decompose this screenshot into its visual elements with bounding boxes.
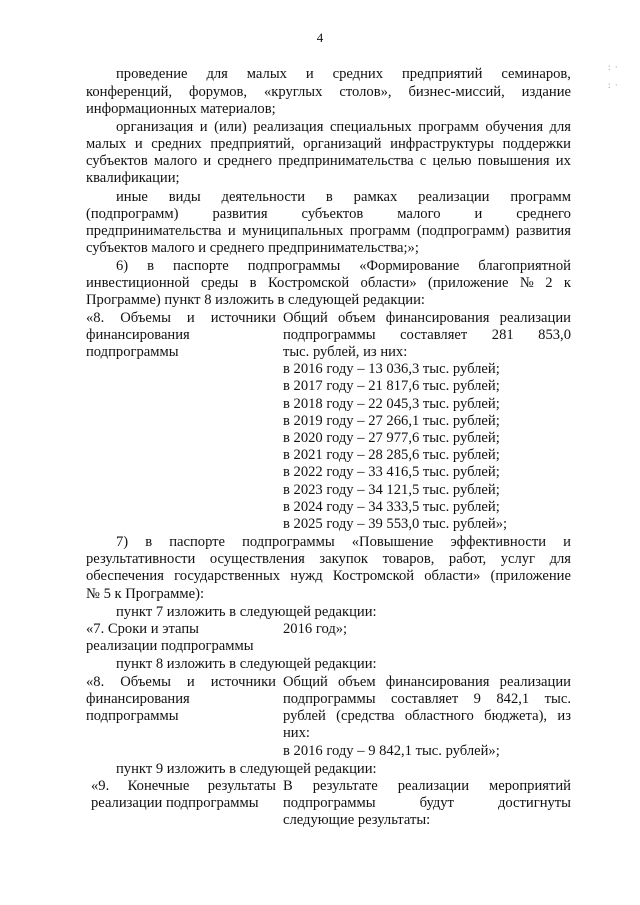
word: 6) (116, 258, 129, 274)
word: издание (521, 84, 571, 100)
table-value-line (283, 778, 571, 795)
word: столов», (339, 84, 392, 100)
word: подпрограммы (242, 534, 335, 550)
word: бюджета), (484, 708, 548, 724)
paragraph-line (116, 119, 571, 136)
word: предприятий (401, 66, 483, 82)
word: (подпрограмм) (86, 206, 179, 222)
word: средних (332, 66, 384, 82)
table-label-line: подпрограммы (86, 344, 179, 360)
word: и (474, 206, 483, 222)
word: к (563, 275, 571, 291)
paragraph-line (86, 275, 571, 292)
table-value-line: следующие результаты: (283, 812, 431, 828)
paragraph-line (86, 153, 571, 170)
word: развития (212, 206, 268, 222)
paragraph-line (86, 551, 571, 568)
paragraph-line (86, 136, 571, 153)
table-label-line (86, 310, 276, 327)
word: осуществления (209, 551, 305, 567)
word: муниципальных (242, 223, 344, 239)
paragraph-line (116, 66, 571, 83)
item-heading: пункт 8 изложить в следующей редакции: (116, 656, 377, 672)
word: рублей (283, 708, 326, 724)
table-value-line: в 2021 году – 28 285,6 тыс. рублей; (283, 447, 500, 464)
word: для (549, 551, 571, 567)
word: специальных (329, 119, 412, 135)
scan-mark: : · (608, 80, 619, 90)
scan-mark: : · (608, 62, 619, 72)
word: 842,1 (496, 691, 530, 707)
word: реализации (499, 310, 571, 326)
word: результаты (207, 778, 276, 794)
word: в (145, 534, 153, 550)
word: реализация (253, 119, 324, 135)
word: составляет (391, 691, 459, 707)
word: достигнуты (497, 795, 571, 811)
word: результативности (86, 551, 196, 567)
word: (приложение (490, 568, 571, 584)
word: программ (510, 189, 571, 205)
word: реализации (418, 189, 490, 205)
word: результате (312, 778, 378, 794)
word: с (419, 153, 427, 169)
word: в (325, 189, 333, 205)
word: деятельности (221, 189, 306, 205)
paragraph-line (116, 189, 571, 206)
word: составляет (400, 327, 468, 343)
word: эффективности (450, 534, 547, 550)
word: предприятий, (210, 136, 295, 152)
word: малого (153, 153, 198, 169)
word: паспорте (169, 534, 226, 550)
word: средних (151, 136, 202, 152)
table-label-line: финансирования (86, 691, 190, 707)
table-value-line: 2016 год»; (283, 621, 348, 637)
word: (приложение (428, 275, 509, 291)
word: 281 (491, 327, 514, 343)
word: объем (337, 310, 376, 326)
item-heading: пункт 9 изложить в следующей редакции: (116, 761, 377, 777)
word: Общий (283, 674, 328, 690)
word: Объемы (120, 310, 171, 326)
word: В (283, 778, 293, 794)
paragraph-line (86, 206, 571, 223)
word: государственных (174, 568, 281, 584)
word: Общий (283, 310, 328, 326)
word: «8. (86, 674, 105, 690)
word: для (206, 66, 228, 82)
word: среднего (516, 206, 571, 222)
word: «круглых (263, 84, 323, 100)
word: предпринимательства (86, 223, 222, 239)
paragraph-line: субъектов малого и среднего предпринимательства;»; (86, 240, 419, 256)
word: 7) (116, 534, 129, 550)
word: малых (246, 66, 287, 82)
word: субъектов (301, 206, 364, 222)
word: тыс. (544, 691, 571, 707)
word: обучения (485, 119, 544, 135)
word: и (227, 223, 236, 239)
table-label-line (86, 674, 276, 691)
item-heading: пункт 7 изложить в следующей редакции: (116, 604, 377, 620)
word: закупок (319, 551, 369, 567)
word: «8. (86, 310, 105, 326)
table-value-line: в 2022 году – 33 416,5 тыс. рублей; (283, 464, 500, 481)
paragraph-line: квалификации; (86, 170, 180, 186)
word: малых (86, 136, 127, 152)
word: области» (360, 275, 417, 291)
word: № (519, 275, 534, 291)
word: источники (210, 674, 276, 690)
table-label-line: реализации подпрограммы (86, 638, 254, 654)
word: целью (432, 153, 472, 169)
paragraph-line (116, 534, 571, 551)
word: и (563, 534, 571, 550)
table-value-line: в 2020 году – 27 977,6 тыс. рублей; (283, 430, 500, 446)
word: подпрограммы (283, 795, 376, 811)
word: и (203, 153, 212, 169)
word: реализации (397, 778, 470, 794)
table-label-line: реализации подпрограммы (91, 795, 259, 811)
word: подпрограммы (247, 258, 341, 274)
word: организаций (303, 136, 382, 152)
paragraph-line: Программе) пункт 8 изложить в следующей редакции: (86, 292, 425, 308)
word: и (134, 136, 143, 152)
word: и (186, 674, 195, 690)
paragraph-line (86, 84, 571, 101)
word: малого (397, 206, 441, 222)
word: «9. (91, 778, 110, 794)
word: Костромской (267, 275, 350, 291)
word: повышения (477, 153, 550, 169)
word: финансирования (385, 310, 490, 326)
word: (или) (214, 119, 247, 135)
word: в (249, 275, 257, 291)
word: будут (419, 795, 454, 811)
word: Объемы (120, 674, 171, 690)
table-value-line: в 2018 году – 22 045,3 тыс. рублей; (283, 395, 500, 412)
table-value-line (283, 674, 571, 691)
table-value-line: в 2016 году – 13 036,3 тыс. рублей; (283, 361, 500, 378)
word: паспорте (172, 258, 229, 274)
word: из (557, 708, 571, 724)
word: виды (168, 189, 201, 205)
table-value-line (283, 327, 571, 344)
word: и (305, 66, 314, 82)
word: и (199, 119, 208, 135)
word: инвестиционной (86, 275, 190, 291)
word: программ (349, 223, 411, 239)
word: 9 (473, 691, 481, 707)
table-value-line (283, 691, 571, 708)
word: развития (515, 223, 571, 239)
word: среднего (217, 153, 273, 169)
table-value-line (283, 310, 571, 327)
word: поддержки (502, 136, 571, 152)
word: их (555, 153, 571, 169)
table-value-line: в 2017 году – 21 817,6 тыс. рублей; (283, 378, 500, 395)
word: и (186, 310, 195, 326)
word: форумов, (189, 84, 248, 100)
word: подпрограммы (283, 327, 376, 343)
word: среды (200, 275, 239, 291)
word: источники (210, 310, 276, 326)
word: в (147, 258, 155, 274)
word: иные (116, 189, 148, 205)
table-value-line: в 2019 году – 27 266,1 тыс. рублей; (283, 412, 500, 429)
paragraph-line: № 5 к Программе): (86, 586, 205, 602)
word: инфраструктуры (390, 136, 494, 152)
word: мероприятий (489, 778, 571, 794)
word: проведение (116, 66, 188, 82)
word: обеспечения (86, 568, 164, 584)
word: благоприятной (478, 258, 571, 274)
table-label-line (91, 778, 276, 795)
word: финансирования (385, 674, 490, 690)
paragraph-line (86, 568, 571, 585)
word: Костромской (332, 568, 415, 584)
word: услуг (500, 551, 536, 567)
table-value-line (283, 795, 571, 812)
word: Конечные (127, 778, 190, 794)
table-value-line: в 2024 году – 34 333,5 тыс. рублей; (283, 498, 500, 515)
word: реализации (499, 674, 571, 690)
word: нужд (290, 568, 323, 584)
table-value-line: них: (283, 725, 310, 741)
word: программ (418, 119, 479, 135)
word: подпрограммы (283, 691, 376, 707)
table-label-line: подпрограммы (86, 708, 179, 724)
word: субъектов (86, 153, 148, 169)
word: работ, (448, 551, 487, 567)
word: бизнес-миссий, (408, 84, 505, 100)
paragraph-line: информационных материалов; (86, 101, 276, 117)
word: 853,0 (538, 327, 571, 343)
word: семинаров, (501, 66, 571, 82)
word: (средства (336, 708, 395, 724)
word: рамках (353, 189, 398, 205)
table-label-line: финансирования (86, 327, 190, 343)
table-value-line (283, 708, 571, 725)
word: для (549, 119, 571, 135)
table-value-line: в 2023 году – 34 121,5 тыс. рублей; (283, 481, 500, 498)
paragraph-line (116, 258, 571, 275)
table-label-line: «7. Сроки и этапы (86, 621, 199, 637)
page-number: 4 (316, 30, 324, 45)
word: «Повышение (351, 534, 434, 550)
word: (подпрограмм) (416, 223, 510, 239)
word: объем (337, 674, 376, 690)
word: области» (424, 568, 481, 584)
word: конференций, (86, 84, 173, 100)
word: областного (404, 708, 474, 724)
table-value-line: тыс. рублей, из них: (283, 344, 408, 360)
word: организация (116, 119, 194, 135)
word: 2 (545, 275, 553, 291)
word: товаров, (382, 551, 435, 567)
table-value-line: в 2025 году – 39 553,0 тыс. рублей»; (283, 516, 508, 532)
word: предпринимательства (278, 153, 414, 169)
word: «Формирование (359, 258, 460, 274)
paragraph-line (86, 223, 571, 240)
table-value-line: в 2016 году – 9 842,1 тыс. рублей»; (283, 743, 500, 759)
